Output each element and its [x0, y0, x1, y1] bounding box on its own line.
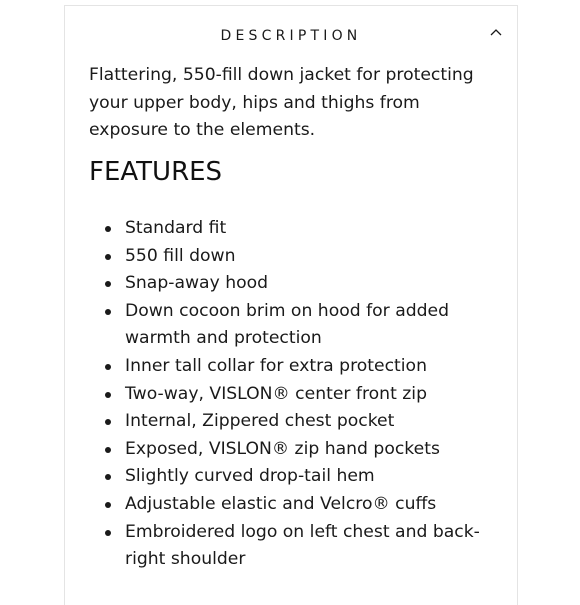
list-item	[125, 298, 505, 353]
description-panel	[64, 5, 518, 605]
list-item	[125, 243, 505, 271]
list-item	[125, 463, 505, 491]
list-item	[125, 519, 505, 574]
bullet-icon	[105, 254, 111, 260]
bullet-icon	[105, 392, 111, 398]
list-item	[125, 215, 505, 243]
feature-text: Embroidered logo on left chest and back-right shoulder	[125, 521, 480, 570]
feature-text: Internal, Zippered chest pocket	[125, 411, 395, 432]
list-item	[125, 270, 505, 298]
bullet-icon	[105, 502, 111, 508]
bullet-icon	[105, 364, 111, 370]
feature-text: Inner tall collar for extra protection	[125, 355, 427, 376]
bullet-icon	[105, 226, 111, 232]
feature-text: Down cocoon brim on hood for added warmth and protection	[125, 300, 450, 349]
bullet-icon	[105, 281, 111, 287]
feature-text: Slightly curved drop-tail hem	[125, 466, 375, 487]
chevron-up-icon[interactable]	[490, 27, 502, 37]
description-header-title: DESCRIPTION	[220, 28, 362, 44]
list-item	[125, 353, 505, 381]
features-heading: FEATURES	[89, 157, 223, 187]
list-item	[125, 408, 505, 436]
description-intro-text: Flattering, 550-fill down jacket for protecting your upper body, hips and thighs from exposure to the elements.	[89, 65, 474, 141]
feature-text: 550 fill down	[125, 245, 236, 266]
bullet-icon	[105, 309, 111, 315]
bullet-icon	[105, 474, 111, 480]
bullet-icon	[105, 530, 111, 536]
list-item	[125, 491, 505, 519]
description-accordion-header[interactable]	[65, 6, 517, 58]
feature-text: Adjustable elastic and Velcro® cuffs	[125, 493, 437, 514]
bullet-icon	[105, 447, 111, 453]
bullet-icon	[105, 419, 111, 425]
list-item	[125, 381, 505, 409]
feature-text: Exposed, VISLON® zip hand pockets	[125, 438, 440, 459]
list-item	[125, 436, 505, 464]
features-list	[125, 215, 505, 574]
feature-text: Standard fit	[125, 218, 227, 238]
feature-text: Two-way, VISLON® center front zip	[125, 383, 427, 404]
feature-text: Snap-away hood	[125, 273, 269, 294]
